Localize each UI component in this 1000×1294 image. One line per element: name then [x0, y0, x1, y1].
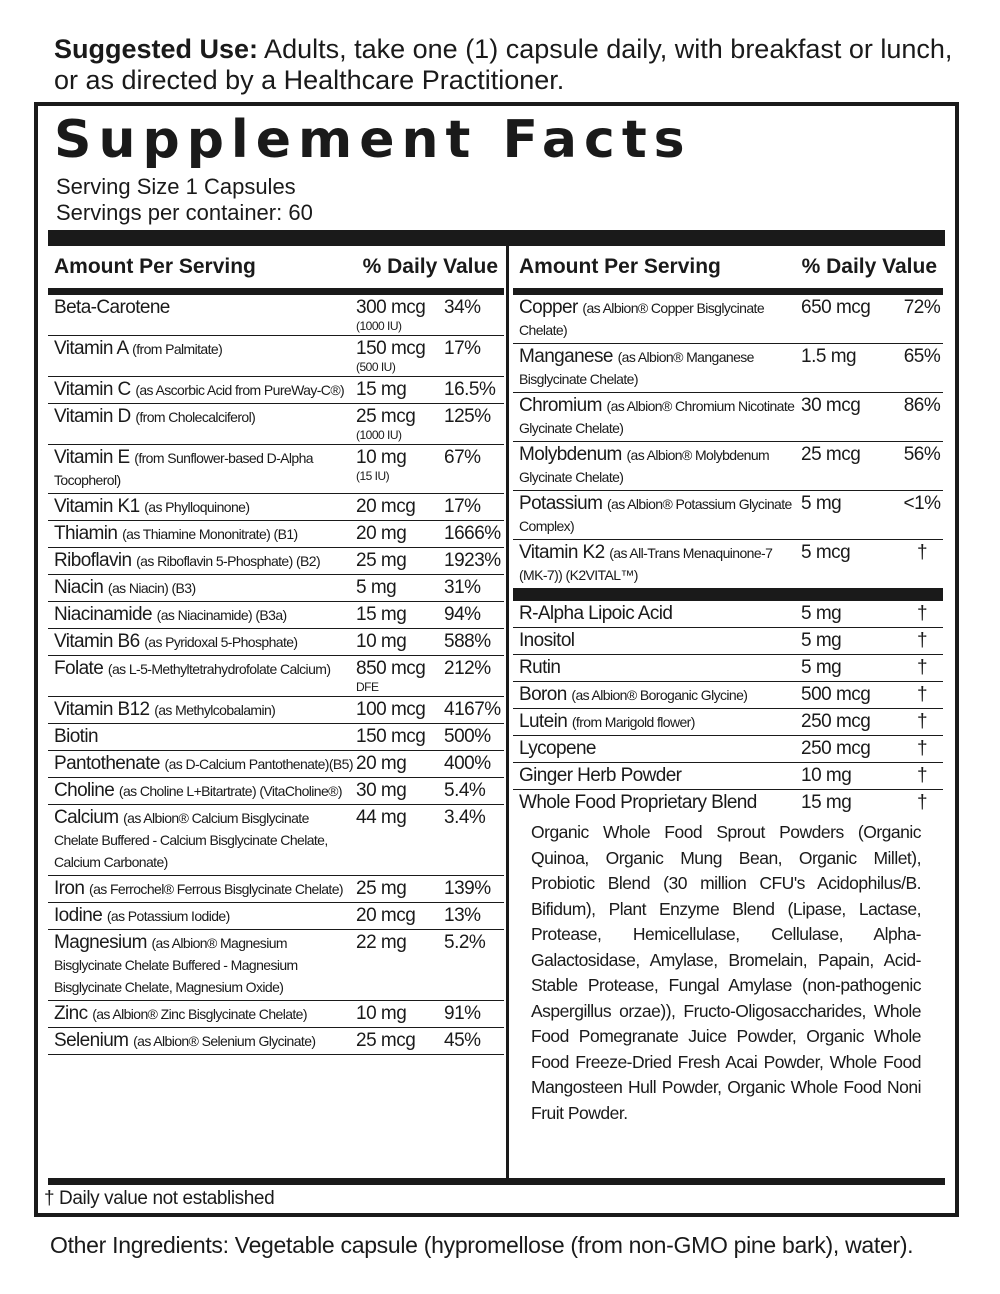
nutrient-source: (as All-Trans Menaquinone-7 (MK-7)) (K2VITAL™)	[519, 545, 773, 583]
daily-value: 86%	[903, 395, 941, 416]
daily-value: 91%	[444, 1003, 481, 1024]
amount-cell	[801, 738, 901, 760]
nutrient-row	[48, 629, 504, 656]
footnote: † Daily value not established	[44, 1188, 275, 1209]
nutrient-name-cell	[48, 406, 356, 442]
nutrient-row	[48, 778, 504, 805]
nutrient-name-cell	[48, 297, 356, 333]
daily-value: 13%	[444, 905, 481, 926]
nutrient-row	[48, 876, 504, 903]
amount-cell	[356, 932, 444, 998]
amount-value: 22 mg	[356, 932, 407, 953]
nutrient-source: (as Albion® Manganese Bisglycinate Chelate)	[519, 349, 754, 387]
nutrient-name-cell	[48, 1030, 356, 1052]
nutrient-name-cell	[48, 932, 356, 998]
nutrient-name: Pantothenate	[54, 753, 160, 774]
nutrient-source: (as Albion® Calcium Bisglycinate Chelate Buffered - Calcium Bisglycinate Chelate, Calcium Carbonate)	[54, 810, 328, 870]
amount-value: 15 mg	[356, 379, 407, 400]
amount-unit-note: (1000 IU)	[356, 428, 402, 442]
daily-value: †	[916, 603, 928, 624]
amount-cell	[801, 346, 901, 390]
amount-unit-note: (500 IU)	[356, 360, 396, 374]
nutrient-row	[513, 736, 943, 763]
nutrient-name-cell	[513, 297, 801, 341]
daily-value: 3.4%	[444, 807, 486, 828]
amount-value: 150 mcg	[356, 726, 426, 747]
nutrient-name-cell	[48, 631, 356, 653]
nutrient-row	[513, 393, 943, 442]
amount-cell	[356, 550, 444, 572]
nutrient-row	[48, 336, 504, 377]
amount-cell	[356, 905, 444, 927]
daily-value: 16.5%	[444, 379, 496, 400]
right-column-header	[513, 246, 943, 295]
nutrient-source: (from Marigold flower)	[571, 714, 695, 730]
amount-value: 25 mcg	[356, 1030, 416, 1051]
thick-rule	[48, 230, 945, 246]
daily-value: †	[916, 684, 928, 705]
nutrient-name-cell	[48, 878, 356, 900]
nutrient-name-cell	[48, 550, 356, 572]
nutrient-name: Vitamin A	[54, 338, 128, 359]
amount-cell	[356, 523, 444, 545]
nutrient-source: (as Albion® Boroganic Glycine)	[571, 687, 748, 703]
amount-cell	[356, 878, 444, 900]
nutrient-name-cell	[48, 577, 356, 599]
serving-size: Serving Size 1 Capsules	[56, 174, 296, 199]
nutrient-source: (as Phylloquinone)	[144, 499, 250, 515]
nutrient-source: (as Albion® Selenium Glycinate)	[133, 1033, 316, 1049]
amount-cell	[356, 1003, 444, 1025]
nutrient-row	[48, 494, 504, 521]
nutrient-row	[48, 903, 504, 930]
nutrient-row	[48, 445, 504, 494]
daily-value: †	[916, 792, 928, 813]
amount-cell	[356, 496, 444, 518]
nutrient-source: (as Choline L+Bitartrate) (VitaCholine®)	[118, 783, 342, 799]
daily-value: <1%	[903, 493, 941, 514]
nutrient-name-cell	[513, 444, 801, 488]
nutrient-row	[513, 790, 943, 816]
nutrient-row	[48, 602, 504, 629]
nutrient-name: Inositol	[519, 630, 575, 651]
nutrient-name: Choline	[54, 780, 115, 801]
amount-cell	[356, 753, 444, 775]
nutrient-row	[48, 404, 504, 445]
nutrient-name-cell	[513, 395, 801, 439]
nutrient-row	[48, 521, 504, 548]
nutrient-name-cell	[513, 792, 801, 814]
amount-cell	[356, 631, 444, 653]
amount-cell	[801, 792, 901, 814]
nutrient-name: Thiamin	[54, 523, 118, 544]
nutrient-row	[513, 344, 943, 393]
nutrient-name: Vitamin B12	[54, 699, 150, 720]
nutrient-name-cell	[513, 657, 801, 679]
nutrient-row	[48, 805, 504, 876]
daily-value: 5.2%	[444, 932, 486, 953]
nutrient-source: (as Ascorbic Acid from PureWay-C®)	[135, 382, 345, 398]
amount-cell	[356, 807, 444, 873]
amount-value: 30 mcg	[801, 395, 861, 416]
nutrient-source: (from Sunflower-based D-Alpha Tocopherol)	[54, 450, 313, 488]
nutrient-row	[48, 656, 504, 697]
amount-value: 300 mcg	[356, 297, 426, 318]
nutrient-name-cell	[513, 738, 801, 760]
nutrient-name-cell	[513, 346, 801, 390]
daily-value: 65%	[903, 346, 941, 367]
amount-value: 20 mg	[356, 753, 407, 774]
daily-value: 94%	[444, 604, 481, 625]
nutrient-row	[48, 548, 504, 575]
nutrient-name: Lutein	[519, 711, 568, 732]
daily-value: 45%	[444, 1030, 481, 1051]
nutrient-name: Calcium	[54, 807, 119, 828]
bottom-rule	[48, 1178, 945, 1185]
nutrient-row	[48, 575, 504, 602]
amount-value: 650 mcg	[801, 297, 871, 318]
amount-cell	[356, 406, 444, 442]
amount-cell	[801, 297, 901, 341]
nutrient-source: (from Palmitate)	[132, 341, 223, 357]
header-amount: Amount Per Serving	[54, 255, 256, 278]
amount-cell	[356, 1030, 444, 1052]
nutrient-name: Magnesium	[54, 932, 147, 953]
nutrient-name: Niacinamide	[54, 604, 152, 625]
nutrient-row	[513, 709, 943, 736]
left-column	[48, 246, 504, 1055]
nutrient-name: Vitamin K1	[54, 496, 140, 517]
amount-cell	[356, 658, 444, 694]
left-column-header	[48, 246, 504, 295]
nutrient-name: Vitamin E	[54, 447, 130, 468]
nutrient-source: (as Albion® Magnesium Bisglycinate Chelate Buffered - Magnesium Bisglycinate Chelate, Magnesium Oxide)	[54, 935, 298, 995]
nutrient-name: Vitamin C	[54, 379, 131, 400]
daily-value: 400%	[444, 753, 491, 774]
nutrient-source: (as Methylcobalamin)	[154, 702, 276, 718]
nutrient-name: Biotin	[54, 726, 98, 747]
nutrient-name: Iron	[54, 878, 85, 899]
daily-value: †	[916, 738, 928, 759]
amount-value: 5 mg	[801, 630, 842, 651]
nutrient-name-cell	[513, 684, 801, 706]
nutrient-name-cell	[48, 905, 356, 927]
daily-value: †	[916, 542, 928, 563]
servings-per-container: Servings per container: 60	[56, 200, 313, 225]
nutrient-name: Lycopene	[519, 738, 596, 759]
daily-value: †	[916, 765, 928, 786]
daily-value: 72%	[903, 297, 941, 318]
nutrient-name-cell	[48, 1003, 356, 1025]
amount-cell	[801, 493, 901, 537]
amount-value: 5 mg	[801, 603, 842, 624]
nutrient-name-cell	[513, 765, 801, 787]
amount-unit-note: (15 IU)	[356, 469, 390, 483]
nutrient-name-cell	[48, 658, 356, 694]
amount-cell	[356, 338, 444, 374]
daily-value: 31%	[444, 577, 481, 598]
nutrient-source: (as Albion® Zinc Bisglycinate Chelate)	[92, 1006, 307, 1022]
nutrient-name: Niacin	[54, 577, 104, 598]
header-amount: Amount Per Serving	[519, 255, 721, 278]
daily-value: 139%	[444, 878, 491, 899]
daily-value: 4167%	[444, 699, 501, 720]
nutrient-name: Whole Food Proprietary Blend	[519, 792, 757, 813]
nutrient-row	[48, 930, 504, 1001]
nutrient-name: Ginger Herb Powder	[519, 765, 682, 786]
amount-cell	[356, 379, 444, 401]
amount-cell	[801, 657, 901, 679]
daily-value: 212%	[444, 658, 491, 679]
daily-value: 17%	[444, 496, 481, 517]
amount-cell	[801, 444, 901, 488]
nutrient-source: (from Cholecalciferol)	[135, 409, 256, 425]
nutrient-row	[513, 601, 943, 628]
nutrient-name: Zinc	[54, 1003, 88, 1024]
amount-value: 10 mg	[356, 631, 407, 652]
amount-value: 15 mg	[801, 792, 852, 813]
daily-value: 588%	[444, 631, 491, 652]
nutrient-row	[48, 697, 504, 724]
daily-value: 5.4%	[444, 780, 486, 801]
nutrient-row	[513, 628, 943, 655]
nutrient-name: Potassium	[519, 493, 603, 514]
amount-value: 20 mcg	[356, 496, 416, 517]
amount-value: 30 mg	[356, 780, 407, 801]
amount-value: 5 mg	[801, 493, 842, 514]
nutrient-name: Molybdenum	[519, 444, 622, 465]
nutrient-name-cell	[513, 630, 801, 652]
amount-cell	[801, 603, 901, 625]
nutrient-source: (as Pyridoxal 5-Phosphate)	[144, 634, 298, 650]
daily-value: 1666%	[444, 523, 501, 544]
amount-value: 10 mg	[356, 447, 407, 468]
amount-value: 10 mg	[801, 765, 852, 786]
header-daily-value: % Daily Value	[801, 255, 937, 278]
nutrient-name-cell	[513, 542, 801, 586]
nutrient-name-cell	[48, 699, 356, 721]
amount-value: 25 mcg	[801, 444, 861, 465]
amount-cell	[356, 699, 444, 721]
nutrient-name-cell	[48, 726, 356, 748]
amount-unit-note: (1000 IU)	[356, 319, 402, 333]
nutrient-source: (as Albion® Copper Bisglycinate Chelate)	[519, 300, 765, 338]
amount-cell	[356, 780, 444, 802]
amount-value: 5 mg	[356, 577, 397, 598]
suggested-use	[54, 34, 954, 96]
daily-value: 34%	[444, 297, 481, 318]
amount-value: 44 mg	[356, 807, 407, 828]
amount-cell	[356, 604, 444, 626]
nutrient-name: Vitamin D	[54, 406, 131, 427]
amount-value: 15 mg	[356, 604, 407, 625]
nutrient-row	[513, 682, 943, 709]
nutrient-name-cell	[48, 379, 356, 401]
panel-title: Supplement Facts	[54, 110, 692, 170]
nutrient-row	[513, 295, 943, 344]
nutrient-name: Rutin	[519, 657, 561, 678]
daily-value: †	[916, 711, 928, 732]
daily-value: 17%	[444, 338, 481, 359]
nutrient-name-cell	[48, 523, 356, 545]
nutrient-name: R-Alpha Lipoic Acid	[519, 603, 673, 624]
nutrient-row	[48, 724, 504, 751]
amount-value: 1.5 mg	[801, 346, 857, 367]
nutrient-name-cell	[48, 496, 356, 518]
amount-value: 250 mcg	[801, 711, 871, 732]
nutrient-name-cell	[48, 807, 356, 873]
nutrient-row	[48, 295, 504, 336]
nutrient-row	[48, 377, 504, 404]
amount-value: 850 mcg	[356, 658, 426, 679]
amount-cell	[801, 765, 901, 787]
section-separator	[513, 589, 943, 601]
nutrient-source: (as L-5-Methyltetrahydrofolate Calcium)	[107, 661, 331, 677]
amount-cell	[356, 726, 444, 748]
amount-value: 25 mg	[356, 878, 407, 899]
amount-cell	[356, 577, 444, 599]
nutrient-name: Chromium	[519, 395, 602, 416]
amount-cell	[801, 630, 901, 652]
amount-value: 5 mg	[801, 657, 842, 678]
amount-cell	[801, 395, 901, 439]
nutrient-row	[48, 1028, 504, 1055]
nutrient-source: (as Potassium Iodide)	[106, 908, 230, 924]
column-divider	[506, 246, 509, 1178]
nutrient-name-cell	[48, 338, 356, 374]
nutrient-row	[513, 763, 943, 790]
amount-value: 500 mcg	[801, 684, 871, 705]
nutrient-name: Vitamin K2	[519, 542, 605, 563]
nutrient-source: (as Ferrochel® Ferrous Bisglycinate Chelate)	[89, 881, 343, 897]
amount-cell	[801, 542, 901, 586]
nutrient-row	[48, 751, 504, 778]
nutrient-name-cell	[48, 604, 356, 626]
nutrient-source: (as Riboflavin 5-Phosphate) (B2)	[136, 553, 321, 569]
nutrient-name: Vitamin B6	[54, 631, 140, 652]
nutrient-name: Riboflavin	[54, 550, 132, 571]
nutrient-row	[513, 540, 943, 589]
daily-value: 500%	[444, 726, 491, 747]
amount-value: 25 mg	[356, 550, 407, 571]
nutrient-name-cell	[513, 603, 801, 625]
daily-value: 67%	[444, 447, 481, 468]
nutrient-source: (as Albion® Chromium Nicotinate Glycinate Chelate)	[519, 398, 795, 436]
right-column	[513, 246, 943, 1126]
nutrient-name-cell	[48, 753, 356, 775]
nutrient-row	[513, 655, 943, 682]
amount-value: 10 mg	[356, 1003, 407, 1024]
nutrient-name: Iodine	[54, 905, 103, 926]
suggested-use-text: Adults, take one (1) capsule daily, with breakfast or lunch, or as directed by a Healthcare Practitioner.	[54, 34, 953, 95]
daily-value: †	[916, 630, 928, 651]
nutrient-name: Boron	[519, 684, 567, 705]
amount-value: 100 mcg	[356, 699, 426, 720]
header-daily-value: % Daily Value	[362, 255, 498, 278]
nutrient-source: (as Niacinamide) (B3a)	[156, 607, 287, 623]
nutrient-source: (as Thiamine Mononitrate) (B1)	[122, 526, 298, 542]
other-ingredients: Other Ingredients: Vegetable capsule (hypromellose (from non-GMO pine bark), water).	[50, 1232, 914, 1258]
proprietary-blend-ingredients: Organic Whole Food Sprout Powders (Organic Quinoa, Organic Mung Bean, Organic Millet), Probiotic Blend (30 million CFU's Acidophilus/B. Bifidum), Plant Enzyme Blend (Lipase, Lactase, Protease, Hemicellulase, Cellulase, Alpha-Galactosidase, Amylase, Bromelain, Papain, Acid-Stable Protease, Fungal Amylase (non-pathogenic Aspergillus orzae)), Fructo-Oligosaccharides, Whole Food Pomegranate Juice Powder, Organic Whole Food Freeze-Dried Fresh Acai Powder, Whole Food Mangosteen Hull Powder, Organic Whole Food Noni Fruit Powder.	[531, 822, 921, 1123]
amount-cell	[801, 711, 901, 733]
nutrient-name: Beta-Carotene	[54, 297, 170, 318]
amount-unit-note: DFE	[356, 680, 379, 694]
nutrient-name: Copper	[519, 297, 578, 318]
nutrient-name-cell	[513, 493, 801, 537]
nutrient-name: Folate	[54, 658, 104, 679]
amount-value: 25 mcg	[356, 406, 416, 427]
amount-value: 150 mcg	[356, 338, 426, 359]
nutrient-name-cell	[513, 711, 801, 733]
daily-value: 1923%	[444, 550, 501, 571]
amount-cell	[801, 684, 901, 706]
amount-cell	[356, 297, 444, 333]
nutrient-row	[48, 1001, 504, 1028]
nutrient-name-cell	[48, 780, 356, 802]
nutrient-name: Selenium	[54, 1030, 129, 1051]
nutrient-source: (as Niacin) (B3)	[107, 580, 196, 596]
nutrient-name-cell	[48, 447, 356, 491]
nutrient-source: (as Albion® Potassium Glycinate Complex)	[519, 496, 792, 534]
supplement-facts-panel	[34, 102, 959, 1217]
suggested-use-heading: Suggested Use:	[54, 34, 259, 64]
nutrient-source: (as Albion® Molybdenum Glycinate Chelate)	[519, 447, 770, 485]
daily-value: 56%	[903, 444, 941, 465]
daily-value: 125%	[444, 406, 491, 427]
nutrient-row	[513, 442, 943, 491]
nutrient-name: Manganese	[519, 346, 613, 367]
amount-value: 250 mcg	[801, 738, 871, 759]
amount-value: 5 mcg	[801, 542, 851, 563]
nutrient-source: (as D-Calcium Pantothenate)(B5)	[164, 756, 353, 772]
amount-value: 20 mcg	[356, 905, 416, 926]
amount-cell	[356, 447, 444, 491]
nutrient-row	[513, 491, 943, 540]
daily-value: †	[916, 657, 928, 678]
amount-value: 20 mg	[356, 523, 407, 544]
